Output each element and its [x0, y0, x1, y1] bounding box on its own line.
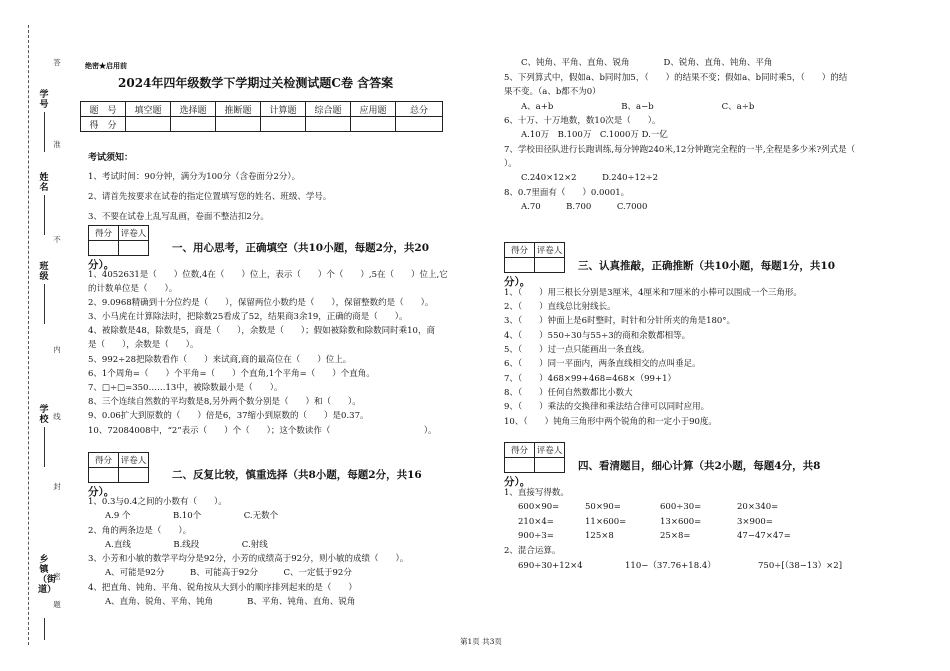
margin-label-student-id: 学号: [39, 90, 49, 110]
seal-char-7: 答: [53, 58, 61, 67]
reviewer-label: 评卷人: [535, 243, 565, 258]
question-line: 8、0.7里面有（ ）0.0001。: [504, 188, 630, 198]
score-col-application: 应用题: [351, 102, 396, 117]
calc-item: 11×600=: [585, 517, 627, 527]
question-line: 7、□÷□=350……13中，被除数最小是（ ）。: [88, 383, 283, 393]
seal-char-3: 线: [53, 412, 61, 421]
score-cell[interactable]: [351, 117, 396, 132]
question-line: C、钝角、平角、直角、锐角 D、锐角、直角、钝角、平角: [504, 58, 773, 68]
score-col-label: 题 号: [81, 102, 126, 117]
section4-reviewer-box: [504, 442, 565, 473]
school-blank: [44, 427, 45, 467]
section3-reviewer-box: [504, 242, 565, 273]
mixed-calc-item: 690÷30+12×4: [518, 561, 583, 571]
calc-item: 25×8=: [660, 531, 691, 541]
student-id-blank: [44, 112, 45, 152]
question-line: A.70 B.700 C.7000: [504, 202, 648, 212]
township-blank: [44, 618, 45, 640]
seal-char-8: 题: [53, 600, 61, 609]
score-col-total: 总分: [396, 102, 443, 117]
question-line: 1、直接写得数。: [504, 488, 569, 498]
reviewer-score-cell[interactable]: [505, 458, 535, 473]
question-line: 9、0.06扩大到原数的（ ）倍是6，37缩小到原数的（ ）是0.37。: [88, 411, 369, 421]
section2-reviewer-box: [88, 452, 149, 483]
question-line: 5、下列算式中，假如a、b同时加5，（ ）的结果不变；假如a、b同时乘5，（ ）的结: [504, 73, 848, 83]
question-line: 10、（ ）钝角三角形中两个锐角的和一定小于90度。: [504, 417, 717, 427]
seal-char-1: 密: [53, 572, 61, 581]
seal-dashed-line: [28, 25, 29, 645]
score-col-comprehensive: 综合题: [306, 102, 351, 117]
section1-title: 一、用心思考，正确填空（共10小题，每题2分，共20: [172, 242, 430, 254]
calc-item: 600÷30=: [660, 502, 702, 512]
question-line: 1、（ ）用三根长分别是3厘米，4厘米和7厘米的小棒可以围成一个三角形。: [504, 288, 802, 298]
question-line: 7、（ ）468×99+468=468×（99+1）: [504, 374, 676, 384]
calc-item: 3×900=: [737, 517, 773, 527]
question-line: 是（ ），余数是（ ）。: [88, 340, 199, 350]
question-line: 2、（ ）直线总比射线长。: [504, 302, 616, 312]
reviewer-score-cell[interactable]: [505, 258, 535, 273]
question-line: A.10万 B.100万 C.1000万 D.一亿: [504, 130, 668, 140]
question-line: C.240×12×2 D.240÷12÷2: [504, 173, 659, 183]
secret-label: 绝密★启用前: [85, 61, 127, 70]
score-cell[interactable]: [126, 117, 171, 132]
question-line: A、a+b B、a−b C、a÷b: [504, 102, 755, 112]
question-line: 4、（ ）550÷30与55÷3的商和余数都相等。: [504, 331, 691, 341]
question-line: 4、把直角、钝角、平角、锐角按从大到小的顺序排列起来的是（ ）: [88, 583, 357, 593]
reviewer-score-label: 得分: [89, 453, 119, 468]
seal-char-4: 内: [53, 345, 61, 354]
calc-item: 50×90=: [585, 502, 621, 512]
reviewer-label: 评卷人: [119, 453, 149, 468]
mixed-calc-item: 750÷[（38−13）×2]: [758, 561, 843, 571]
question-line: 果不变。（a、b都不为0）: [504, 87, 601, 97]
section2-title: 二、反复比较，慎重选择（共8小题，每题2分，共16: [172, 469, 422, 481]
reviewer-score-label: 得分: [505, 243, 535, 258]
page-title: 2024年四年级数学下学期过关检测试题C卷 含答案: [118, 76, 394, 90]
calc-item: 13×600=: [660, 517, 702, 527]
reviewer-name-cell[interactable]: [535, 258, 565, 273]
question-line: 10、72084008中，“2”表示（ ）个（ ）；这个数读作（ ）。: [88, 426, 437, 436]
notice-title: 考试须知：: [88, 153, 134, 163]
question-line: A.9 个 B.10个 C.无数个: [88, 511, 279, 521]
section1-reviewer-box: [88, 225, 149, 256]
calc-item: 900÷3=: [518, 531, 554, 541]
question-line: 2、9.0968精确到十分位约是（ ），保留两位小数约是（ ），保留整数约是（ ）。: [88, 298, 434, 308]
calc-item: 125×8: [585, 531, 614, 541]
margin-label-name: 姓名: [39, 173, 49, 193]
score-cell[interactable]: [306, 117, 351, 132]
margin-label-township: 乡镇（街道）: [38, 555, 57, 595]
reviewer-score-label: 得分: [89, 226, 119, 241]
margin-label-school: 学校: [39, 405, 49, 425]
section1-title-tail: 分）。: [88, 259, 115, 271]
question-line: 4、被除数是48，除数是5，商是（ ），余数是（ ）；假如被除数和除数同时乘10，商: [88, 326, 435, 336]
question-line: 2、角的两条边是（ ）。: [88, 526, 192, 536]
score-table-header-row: [81, 102, 443, 117]
question-line: 3、小芳和小敏的数学平均分是92分，小芳的成绩高于92分，则小敏的成绩（ ）。: [88, 554, 409, 564]
question-line: 6、（ ）同一平面内，两条直线相交的点叫垂足。: [504, 359, 701, 369]
seal-char-6: 准: [53, 140, 61, 149]
score-cell[interactable]: [396, 117, 443, 132]
section4-title: 四、看清题目，细心计算（共2小题，每题4分，共8: [578, 460, 821, 472]
section3-title: 三、认真推敲，正确推断（共10小题，每题1分，共10: [578, 260, 836, 272]
section4-title-tail: 分）。: [504, 476, 531, 488]
section3-title-tail: 分）。: [504, 276, 531, 288]
question-line: 1、4052631是（ ）位数,4在（ ）位上，表示（ ）个（ ）,5在（ ）位上,它: [88, 270, 448, 280]
question-line: A.直线 B.线段 C.射线: [88, 540, 268, 550]
score-col-fill: 填空题: [126, 102, 171, 117]
score-cell[interactable]: [261, 117, 306, 132]
reviewer-score-cell[interactable]: [89, 241, 119, 256]
reviewer-score-cell[interactable]: [89, 468, 119, 483]
reviewer-name-cell[interactable]: [535, 458, 565, 473]
section2-title-tail: 分）。: [88, 486, 115, 498]
question-line: 8、三个连续自然数的平均数是8,另外两个数分别是（ ）和（ ）。: [88, 397, 361, 407]
score-row-label: 得 分: [81, 117, 126, 132]
margin-label-class: 班级: [39, 262, 49, 282]
question-line: 5、992÷28把除数看作（ ）来试商,商的最高位在（ ）位上。: [88, 355, 352, 365]
question-line: 5、（ ）过一点只能画出一条直线。: [504, 345, 650, 355]
question-line: A、可能是92分 B、可能高于92分 C、一定低于92分: [88, 568, 352, 578]
question-line: 2、混合运算。: [504, 546, 561, 556]
question-line: A、直角、锐角、平角、钝角 B、平角、钝角、直角、锐角: [88, 597, 356, 607]
notice-item: 2、请首先按要求在试卷的指定位置填写您的姓名、班级、学号。: [88, 192, 332, 202]
question-line: 6、1个周角=（ ）个平角=（ ）个直角,1个平角=（ ）个直角。: [88, 369, 375, 379]
reviewer-name-cell[interactable]: [119, 468, 149, 483]
mixed-calc-item: 110−（37.76+18.4）: [625, 561, 716, 571]
seal-char-2: 封: [53, 482, 61, 491]
score-table: [80, 101, 443, 132]
question-line: 9、（ ）乘法的交换律和乘法结合律可以同时应用。: [504, 402, 710, 412]
score-col-choice: 选择题: [171, 102, 216, 117]
question-line: 6、十万、十万地数，数10次是（ ）。: [504, 116, 661, 126]
score-cell[interactable]: [216, 117, 261, 132]
page-footer: 第1页 共3页: [460, 637, 502, 646]
question-line: 3、（ ）钟面上是6时整时，时针和分针所夹的角是180°。: [504, 316, 736, 326]
reviewer-label: 评卷人: [535, 443, 565, 458]
score-col-calc: 计算题: [261, 102, 306, 117]
name-blank: [44, 195, 45, 235]
class-blank: [44, 284, 45, 324]
calc-item: 600×90=: [518, 502, 560, 512]
reviewer-score-label: 得分: [505, 443, 535, 458]
question-line: 8、（ ）任何自然数都比小数大: [504, 388, 633, 398]
notice-item: 1、考试时间：90分钟，满分为100分（含卷面分2分）。: [88, 172, 301, 182]
question-line: ）。: [504, 159, 517, 169]
calc-item: 20×340=: [737, 502, 779, 512]
score-col-judge: 推断题: [216, 102, 261, 117]
reviewer-label: 评卷人: [119, 226, 149, 241]
question-line: 的计数单位是（ ）。: [88, 284, 178, 294]
score-table-score-row: [81, 117, 443, 132]
calc-item: 47−47×47=: [737, 531, 791, 541]
notice-item: 3、不要在试卷上乱写乱画，卷面不整洁扣2分。: [88, 212, 269, 222]
calc-item: 210×4=: [518, 517, 554, 527]
reviewer-name-cell[interactable]: [119, 241, 149, 256]
seal-char-5: 不: [53, 235, 61, 244]
question-line: 1、0.3与0.4之间的小数有（ ）。: [88, 497, 227, 507]
question-line: 3、小马虎在计算除法时，把除数25看成了52，结果商3余19，正确的商是（ ）。: [88, 312, 408, 322]
question-line: 7、学校田径队进行长跑训练,每分钟跑240米,12分钟跑完全程的一半,全程是多少米?列式是（: [504, 145, 856, 155]
score-cell[interactable]: [171, 117, 216, 132]
